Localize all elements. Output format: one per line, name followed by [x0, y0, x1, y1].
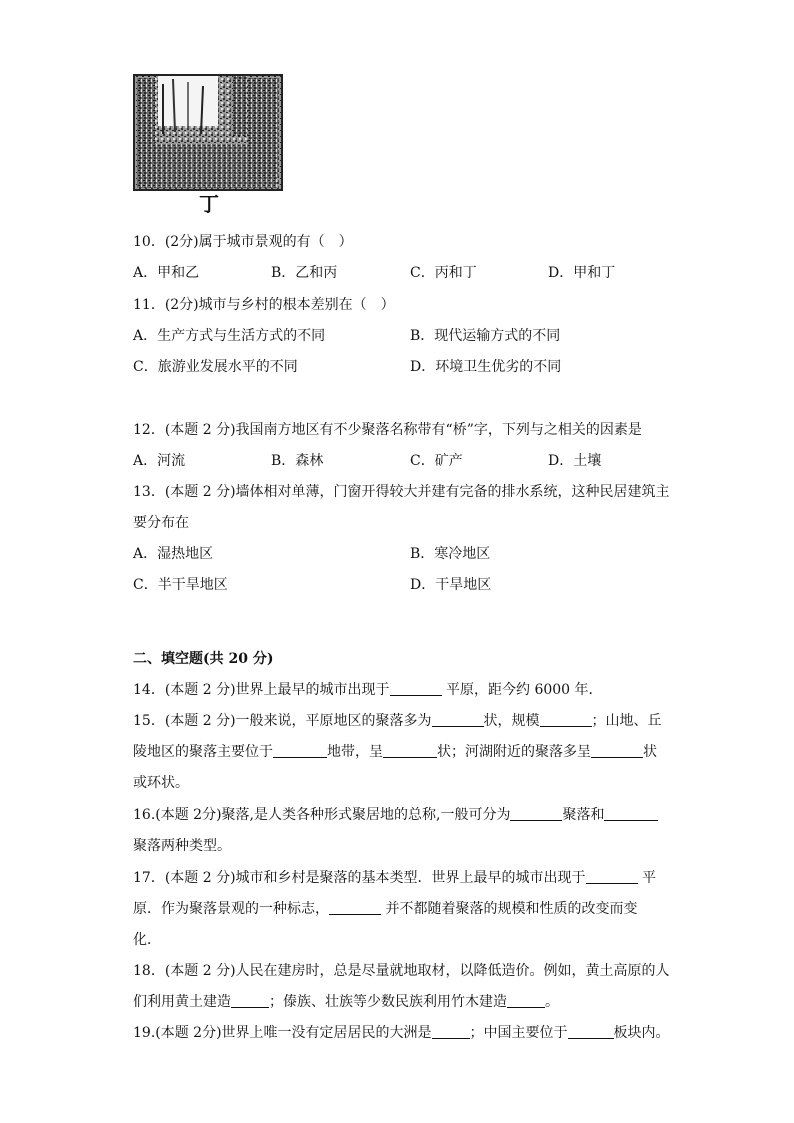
question-18-line2: [133, 993, 559, 1011]
question-17-text-a: 17．(本题 2 分)城市和乡村是聚落的基本类型．世界上最早的城市出现于: [133, 870, 586, 886]
answer-blank[interactable]: [507, 993, 545, 1008]
answer-blank[interactable]: [273, 743, 327, 758]
answer-blank[interactable]: [432, 1024, 470, 1039]
question-13-option-c: C．半干旱地区: [133, 577, 228, 593]
question-15-text-a: 15．(本题 2 分)一般来说，平原地区的聚落多为: [133, 713, 432, 729]
question-12-option-c: C．矿产: [410, 453, 463, 469]
question-17-text-b: 平: [637, 870, 656, 886]
question-12-option-b: B．森林: [271, 453, 324, 469]
figure-ding: [133, 74, 283, 219]
question-15-text-f: 状；河湖附近的聚落多呈: [437, 744, 591, 760]
question-11-option-a: A．生产方式与生活方式的不同: [133, 328, 326, 344]
question-10-option-d: D．甲和丁: [548, 265, 616, 281]
question-18-text-c: ；傣族、壮族等少数民族利用竹木建造: [269, 994, 507, 1010]
answer-blank[interactable]: [591, 743, 643, 758]
question-15-line1: [133, 712, 662, 730]
city-photo-image: [133, 74, 283, 192]
question-11-option-b: B．现代运输方式的不同: [410, 328, 561, 344]
question-13-stem-line2: 要分布在: [133, 515, 189, 531]
question-16-text-a: 16.(本题 2分)聚落,是人类各种形式聚居地的总称,一般可分为: [133, 807, 511, 823]
question-11-option-d: D．环境卫生优劣的不同: [410, 359, 562, 375]
question-15-line3: 或环状。: [133, 775, 189, 791]
answer-blank[interactable]: [510, 806, 562, 821]
question-11-option-c: C．旅游业发展水平的不同: [133, 359, 298, 375]
question-15-line2: [133, 743, 657, 761]
question-15-text-c: ；山地、丘: [591, 713, 662, 729]
answer-blank[interactable]: [604, 806, 658, 821]
answer-blank[interactable]: [390, 681, 442, 696]
question-10-stem: 10．(2分)属于城市景观的有（ ）: [133, 234, 353, 250]
question-15-text-g: 状: [643, 744, 657, 760]
question-17-line1: [133, 869, 656, 887]
question-11-stem: 11．(2分)城市与乡村的根本差别在（ ）: [133, 297, 395, 313]
question-10-option-c: C．丙和丁: [410, 265, 477, 281]
answer-blank[interactable]: [383, 743, 437, 758]
question-17-line2: [133, 900, 637, 918]
question-19-text-a: 19.(本题 2分)世界上唯一没有定居居民的大洲是: [133, 1025, 432, 1041]
answer-blank[interactable]: [540, 712, 592, 727]
question-19-text-b: ；中国主要位于: [469, 1025, 568, 1041]
figure-label: 丁: [199, 192, 219, 216]
question-10-option-b: B．乙和丙: [271, 265, 338, 281]
question-19-text-c: 板块内。: [613, 1025, 670, 1041]
question-16-line1: [133, 806, 658, 824]
section-title-fill-in: 二、填空题(共 20 分): [133, 651, 274, 667]
question-16-text-b: 聚落和: [562, 807, 605, 823]
answer-blank[interactable]: [568, 1024, 614, 1039]
question-13-option-b: B．寒冷地区: [410, 546, 491, 562]
question-10-option-a: A．甲和乙: [133, 265, 200, 281]
question-15-text-d: 陵地区的聚落主要位于: [133, 744, 273, 760]
question-12-option-d: D．土壤: [548, 453, 602, 469]
answer-blank[interactable]: [329, 900, 381, 915]
answer-blank[interactable]: [432, 712, 484, 727]
question-17-line3: 化．: [133, 932, 161, 948]
question-14-text-b: 平原，距今约 6000 年．: [441, 682, 603, 698]
question-14: [133, 681, 603, 699]
question-13-option-a: A．湿热地区: [133, 546, 214, 562]
question-17-text-d: 并不都随着聚落的规模和性质的改变而变: [381, 901, 638, 917]
question-12-option-a: A．河流: [133, 453, 186, 469]
question-14-text-a: 14．(本题 2 分)世界上最早的城市出现于: [133, 682, 390, 698]
question-18-text-d: 。: [545, 994, 559, 1010]
answer-blank[interactable]: [231, 993, 269, 1008]
question-16-line2: 聚落两种类型。: [133, 838, 231, 854]
question-12-stem: 12．(本题 2 分)我国南方地区有不少聚落名称带有“桥”字，下列与之相关的因素是: [133, 422, 642, 438]
question-13-option-d: D．干旱地区: [410, 577, 492, 593]
question-15-text-b: 状，规模: [483, 713, 540, 729]
question-19: [133, 1024, 670, 1042]
question-17-text-c: 原．作为聚落景观的一种标志，: [133, 901, 329, 917]
question-13-stem-line1: 13．(本题 2 分)墙体相对单薄，门窗开得较大并建有完备的排水系统，这种民居建筑主: [133, 484, 670, 500]
question-18-line1: 18．(本题 2 分)人民在建房时，总是尽量就地取材，以降低造价。例如，黄土高原的人: [133, 963, 670, 979]
question-18-text-b: 们利用黄土建造: [133, 994, 231, 1010]
answer-blank[interactable]: [586, 869, 638, 884]
question-15-text-e: 地带，呈: [327, 744, 383, 760]
